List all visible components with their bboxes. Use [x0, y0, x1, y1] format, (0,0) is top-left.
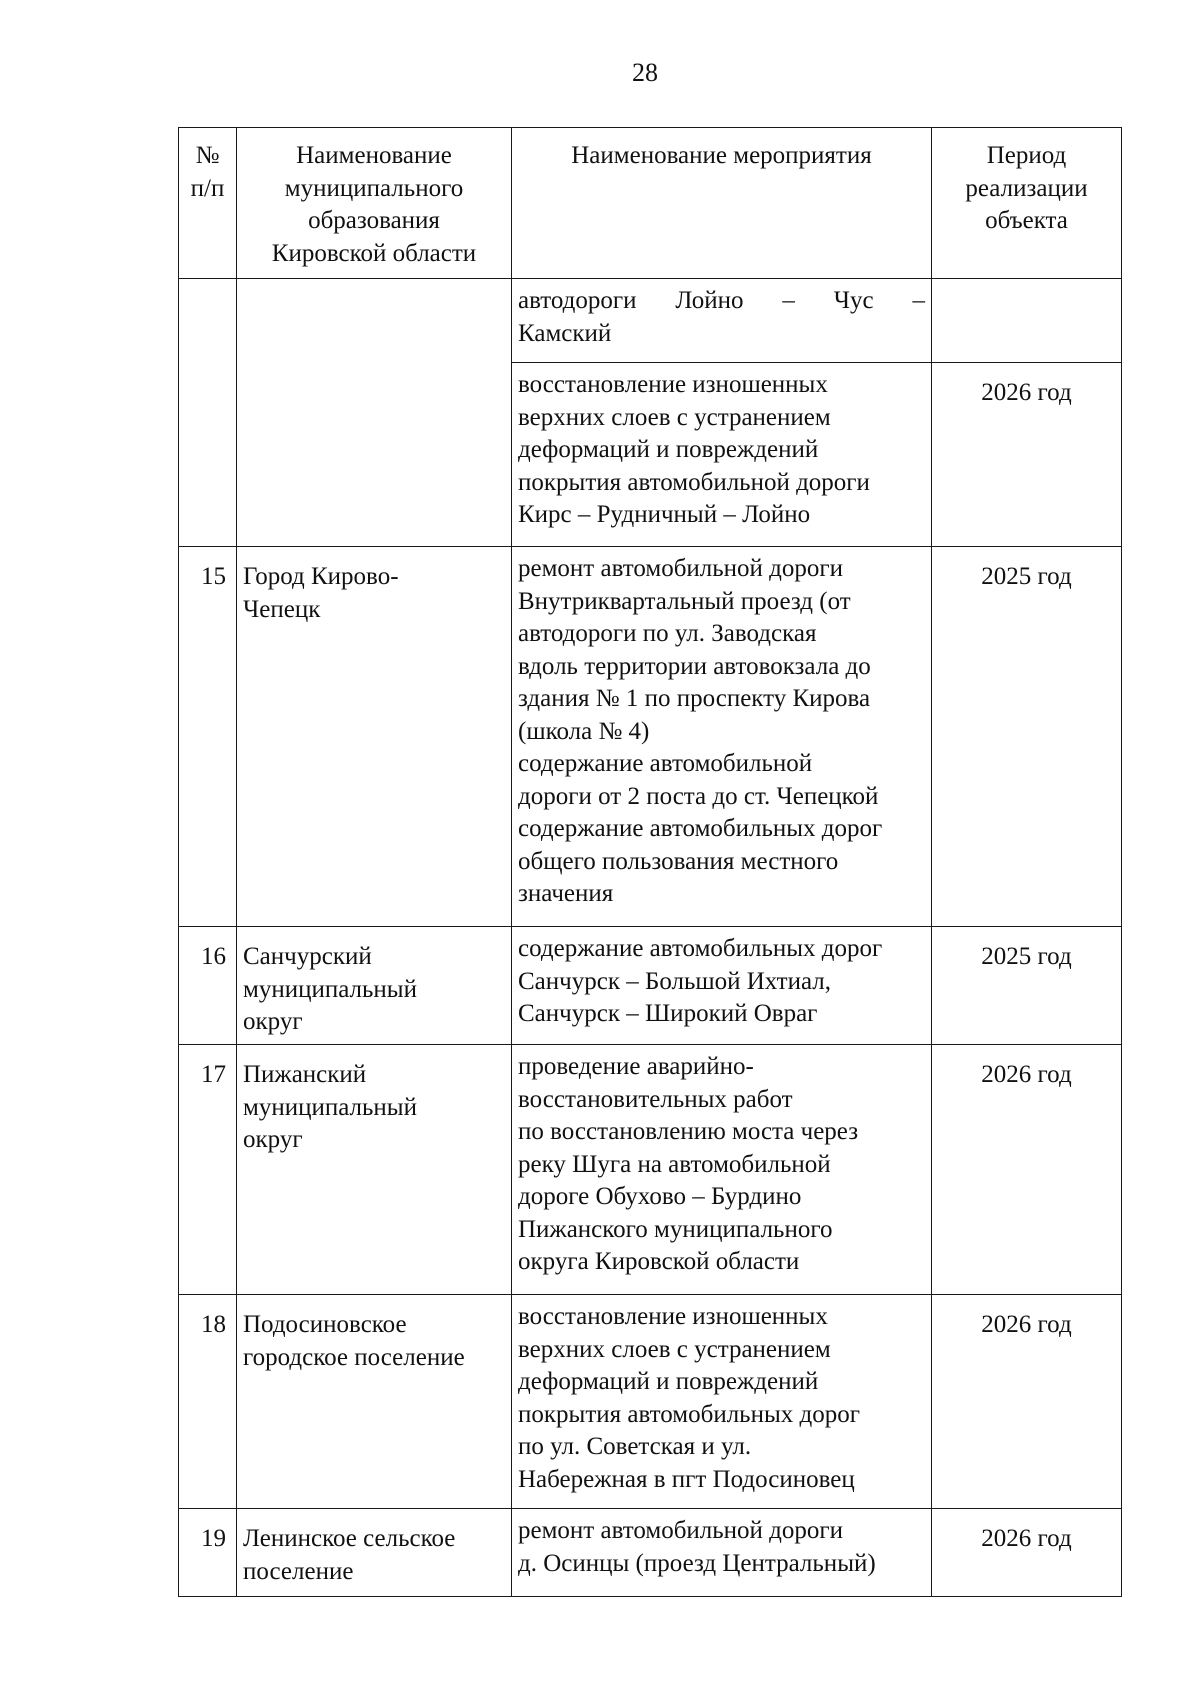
- events-table: [178, 127, 1122, 1597]
- row-period: 2025 год: [932, 927, 1122, 1045]
- table-row: [179, 1295, 1122, 1509]
- header-event: Наименование мероприятия: [512, 128, 932, 279]
- row-event: содержание автомобильных дорог Санчурск – Большой Ихтиал, Санчурск – Широкий Овраг: [512, 927, 932, 1045]
- row-number: 15: [179, 547, 237, 927]
- table-row: [179, 927, 1122, 1045]
- table-row: [179, 279, 1122, 363]
- row-number: 19: [179, 1509, 237, 1597]
- header-municipality: Наименование муниципального образования Кировской области: [237, 128, 512, 279]
- row-municipality: Санчурский муниципальный округ: [237, 927, 512, 1045]
- table-row: [179, 547, 1122, 927]
- row-municipality: Ленинское сельское поселение: [237, 1509, 512, 1597]
- row-period: 2026 год: [932, 1509, 1122, 1597]
- row-event: автодороги Лойно – Чус – Камский: [512, 279, 932, 363]
- row-number: 17: [179, 1045, 237, 1295]
- row-municipality: Пижанский муниципальный округ: [237, 1045, 512, 1295]
- row-period: 2026 год: [932, 363, 1122, 547]
- row-period: 2026 год: [932, 1045, 1122, 1295]
- row-municipality: Подосиновское городское поселение: [237, 1295, 512, 1509]
- header-number: № п/п: [179, 128, 237, 279]
- row-event: ремонт автомобильной дороги Внутриквартальный проезд (от автодороги по ул. Заводская вдоль территории автовокзала до здания № 1 по проспекту Кирова (школа № 4) содержание автомобильной дороги от 2 поста до ст. Чепецкой содержание автомобильных дорог общего пользования местного значения: [512, 547, 932, 927]
- page-number: 28: [632, 58, 658, 87]
- row-number: 18: [179, 1295, 237, 1509]
- row-period: [932, 279, 1122, 363]
- table-header-row: [179, 128, 1122, 279]
- row-event: восстановление изношенных верхних слоев с устранением деформаций и повреждений покрытия автомобильной дороги Кирс – Рудничный – Лойно: [512, 363, 932, 547]
- row-period: 2026 год: [932, 1295, 1122, 1509]
- row-municipality: [237, 279, 512, 547]
- row-municipality: Город Кирово- Чепецк: [237, 547, 512, 927]
- row-period: 2025 год: [932, 547, 1122, 927]
- row-event: проведение аварийно- восстановительных работ по восстановлению моста через реку Шуга на автомобильной дороге Обухово – Бурдино Пижанского муниципального округа Кировской области: [512, 1045, 932, 1295]
- row-event: ремонт автомобильной дороги д. Осинцы (проезд Центральный): [512, 1509, 932, 1597]
- table-row: [179, 1045, 1122, 1295]
- row-number: 16: [179, 927, 237, 1045]
- header-period: Период реализации объекта: [932, 128, 1122, 279]
- row-number: [179, 279, 237, 547]
- table-row: [179, 1509, 1122, 1597]
- row-event: восстановление изношенных верхних слоев с устранением деформаций и повреждений покрытия автомобильных дорог по ул. Советская и ул. Набережная в пгт Подосиновец: [512, 1295, 932, 1509]
